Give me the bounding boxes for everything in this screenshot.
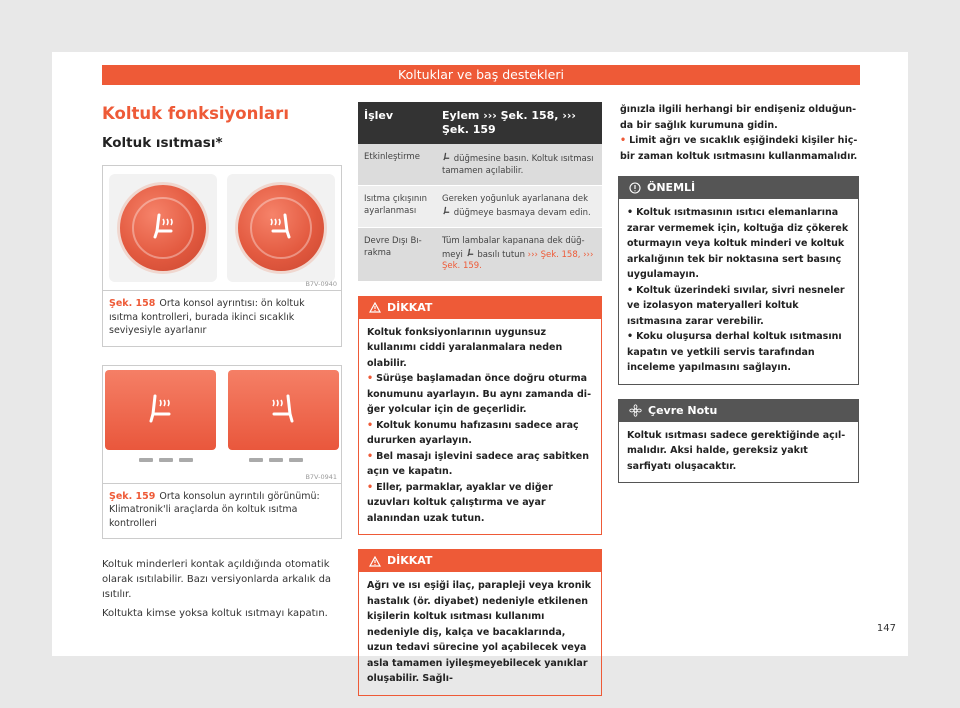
environment-note-box: [618, 399, 859, 484]
exclamation-circle-icon: [629, 182, 641, 194]
warning-box-2: [358, 549, 602, 696]
body-paragraph: Koltukta kimse yoksa koltuk ısıtmayı kapatın.: [102, 608, 328, 619]
column-middle: [358, 102, 602, 708]
seat-heater-icon: [143, 392, 177, 426]
figure-159-caption: [103, 484, 341, 539]
table-header-action: Eylem ››› Şek. 158, ››› Şek. 159: [436, 102, 602, 144]
level-led: [139, 458, 153, 462]
environment-title: Çevre Notu: [648, 403, 718, 417]
warning-title: DİKKAT: [387, 554, 433, 567]
table-row: [358, 144, 602, 186]
figure-reference-link[interactable]: ››› Şek. 158, ››› Şek. 159.: [442, 249, 594, 271]
right-seat-heat-knob: [227, 174, 335, 282]
warning-triangle-icon: [369, 556, 381, 567]
warning-intro: Ağrı ve ısı eşiği ilaç, parapleji veya kronik hastalık (ör. diyabet) nedeniyle etkilenen kişilerin koltuk ısıtması kullanımı nedeniyle diş, kalça ve bacaklarında, uzun tedavi sürecine yol açabilecek veya asla tamamen iyileşmeyebilecek yanıklar oluşabilir. Sağlı-: [367, 580, 592, 684]
warning-body: [359, 319, 601, 535]
section-subtitle: Koltuk ısıtması*: [102, 135, 223, 151]
environment-body: Koltuk ısıtması sadece gerektiğinde açılmalıdır. Aksi halde, gereksiz yakıt sarfiyatı oluşacaktır.: [627, 429, 846, 472]
column-right: [618, 102, 859, 497]
important-body: [619, 199, 858, 384]
table-cell-function: Devre Dışı Bırakma: [358, 228, 436, 282]
left-seat-heat-button: [105, 370, 216, 450]
figure-label: Şek. 158: [109, 298, 156, 309]
action-text: basılı tutun: [477, 249, 525, 260]
column-left: [102, 104, 338, 625]
table-row: [358, 186, 602, 228]
level-led: [249, 458, 263, 462]
important-bar: [619, 177, 858, 199]
seat-heater-icon: [442, 206, 451, 215]
table-header-function: İşlev: [358, 102, 436, 144]
table-cell-action: [436, 144, 602, 186]
figure-158-image: [103, 166, 341, 291]
seat-heater-icon: [266, 392, 300, 426]
level-led: [269, 458, 283, 462]
body-paragraph: Koltuk minderleri kontak açıldığında otomatik olarak ısıtılabilir. Bazı versiyonlarda arkalık da ısıtılır.: [102, 559, 332, 600]
caption-text: Orta konsolun ayrıntılı görünümü: Klimatronik'li araçlarda ön koltuk ısıtma kontrolleri: [109, 490, 320, 529]
page-number: 147: [876, 623, 896, 634]
warning-bar: [359, 297, 601, 319]
function-table: [358, 102, 602, 282]
environment-bar: [619, 400, 858, 422]
caption-text: Orta konsol ayrıntısı: ön koltuk ısıtma kontrolleri, burada ikinci sıcaklık seviyesiyle ayarlanır: [109, 298, 305, 336]
level-led: [289, 458, 303, 462]
warning-bar: [359, 550, 601, 572]
list-item: • Limit ağrı ve sıcaklık eşiğindeki kişiler hiçbir zaman koltuk ısıtmasını kullanmamalıdır.: [620, 135, 858, 162]
left-seat-heat-knob: [109, 174, 217, 282]
section-title: Koltuk fonksiyonları: [102, 104, 289, 123]
list-item: • Koku oluşursa derhal koltuk ısıtmasını kapatın ve yetkili servis tarafından inceleme yapılmasını sağlayın.: [627, 331, 842, 373]
seat-heater-icon: [265, 211, 297, 243]
action-text: Gereken yoğunluk ayarlanana dek: [442, 194, 589, 204]
table-cell-action: [436, 186, 602, 228]
warning-body: [359, 572, 601, 695]
list-item: • Eller, parmaklar, ayaklar ve diğer uzuvları koltuk çalıştırma ve ayar alanından uzak tutun.: [367, 481, 553, 524]
figure-label: Şek. 159: [109, 490, 156, 502]
list-item: • Bel masajı işlevini sadece araç sabitken açın ve kapatın.: [367, 450, 589, 477]
list-item: • Koltuk üzerindeki sıvılar, sivri nesneler ve izolasyon materyalleri koltuk ısıtmasına zarar verebilir.: [627, 284, 845, 327]
figure-158-caption: [103, 291, 341, 346]
warning-triangle-icon: [369, 302, 381, 313]
action-text: düğmesine basın. Koltuk ısıtması tamamen açılabilir.: [442, 154, 594, 176]
figure-158: [102, 165, 342, 347]
important-title: ÖNEMLİ: [647, 181, 696, 194]
table-cell-action: [436, 228, 602, 282]
action-text: düğmeye basmaya devam edin.: [453, 207, 591, 218]
table-row: [358, 228, 602, 282]
list-item: • Koltuk ısıtmasının ısıtıcı elemanlarına zarar vermemek için, koltuğa diz çökerek oturmayın veya koltuk minderi ve koltuk arkalığının tek bir noktasına sert basınç uygulamayın.: [627, 207, 849, 280]
right-seat-heat-button: [228, 370, 339, 450]
figure-159: [102, 365, 342, 540]
figure-159-image: [103, 366, 341, 484]
level-led: [179, 458, 193, 462]
manual-page: [52, 52, 908, 684]
flower-icon: [629, 404, 642, 417]
warning-continuation: ğınızla ilgili herhangi bir endişeniz olduğunda bir sağlık kurumuna gidin. • Limit ağrı ve sıcaklık eşiğindeki kişiler hiçbir zaman koltuk ısıtmasını kullanmamalıdır.: [618, 102, 859, 164]
seat-heater-icon: [466, 248, 475, 257]
table-cell-function: Isıtma çıkışının ayarlanması: [358, 186, 436, 228]
action-text: Tüm lambalar kapanana dek düğmeyi: [442, 236, 585, 260]
list-item: • Sürüşe başlamadan önce doğru oturma konumunu ayarlayın. Bu aynı zamanda diğer yolcular için de geçerlidir.: [367, 373, 592, 415]
warning-box: [358, 296, 602, 536]
seat-heater-icon: [147, 211, 179, 243]
list-item: • Koltuk konumu hafızasını sadece araç dururken ayarlayın.: [367, 419, 579, 446]
warning-intro: Koltuk fonksiyonlarının uygunsuz kullanımı ciddi yaralanmalara neden olabilir.: [367, 326, 563, 369]
level-led: [159, 458, 173, 462]
page-header: Koltuklar ve baş destekleri: [102, 65, 860, 85]
warning-title: DİKKAT: [387, 300, 433, 314]
figure-code: B7V-0940: [305, 280, 337, 288]
seat-heater-icon: [442, 152, 451, 161]
important-box: [618, 176, 859, 385]
figure-code: B7V-0941: [305, 472, 337, 481]
table-cell-function: Etkinleştirme: [358, 144, 436, 186]
